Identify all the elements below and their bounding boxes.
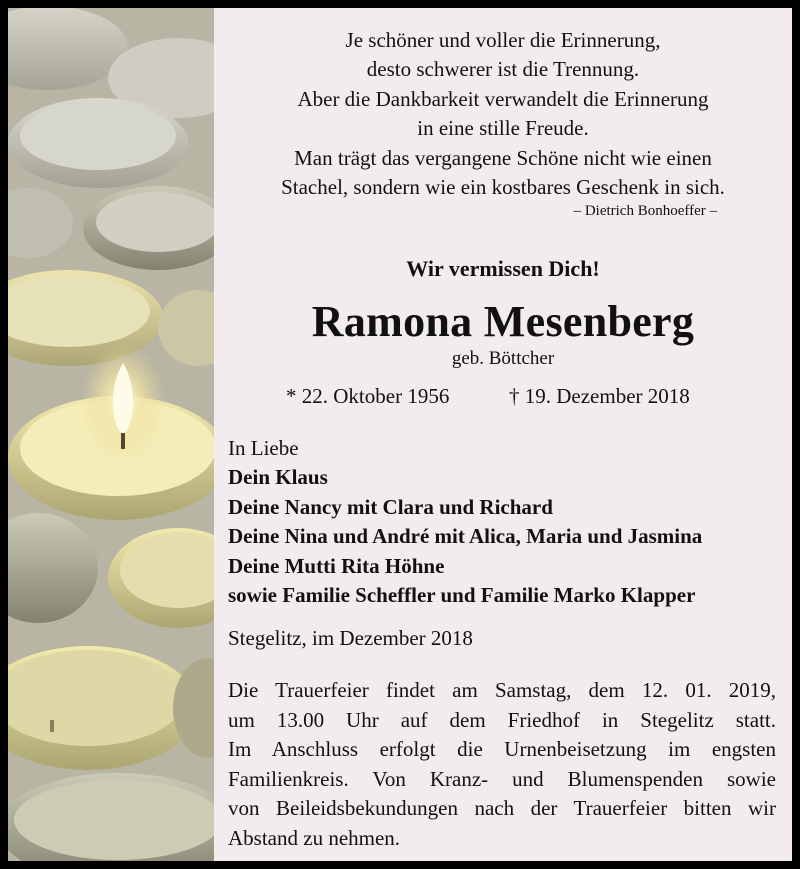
quote-author: – Dietrich Bonhoeffer – [573, 203, 717, 219]
quote-line: Stachel, sondern wie ein kostbares Geschenk in sich. [281, 175, 725, 200]
mourner-line: Deine Mutti Rita Höhne [228, 553, 445, 578]
funeral-notice [228, 676, 776, 853]
mourners-intro: In Liebe [228, 436, 299, 460]
birth-date: * 22. Oktober 1956 [286, 384, 450, 408]
bonhoeffer-quote [214, 26, 792, 202]
mourner-line: Deine Nina und André mit Alica, Maria und Jasmina [228, 524, 703, 549]
quote-line: desto schwerer ist die Trennung. [366, 57, 640, 82]
quote-line: in eine stille Freude. [417, 116, 589, 141]
tealight-candles-image [8, 8, 214, 861]
candle-photo [8, 8, 214, 861]
notice-line: Die Trauerfeier findet am Samstag, dem 12. 01. 2019, [228, 678, 776, 702]
notice-line: um 13.00 Uhr auf dem Friedhof in Stegelitz statt. [228, 707, 776, 732]
notice-line: von Beileidsbekundungen nach der Trauerfeier bitten wir [228, 796, 776, 820]
deceased-name: Ramona Mesenberg [311, 297, 695, 346]
death-date: † 19. Dezember 2018 [509, 384, 690, 408]
notice-line: Im Anschluss erfolgt die Urnenbeisetzung im engsten [228, 737, 776, 761]
notice-line: Familienkreis. Von Kranz- und Blumenspenden sowie [228, 766, 776, 791]
quote-line: Je schöner und voller die Erinnerung, [345, 28, 661, 52]
mourner-line: Dein Klaus [228, 465, 328, 490]
quote-line: Aber die Dankbarkeit verwandelt die Erinnerung [297, 86, 709, 111]
birth-name: geb. Böttcher [451, 348, 555, 369]
mourner-line: Deine Nancy mit Clara und Richard [228, 494, 553, 519]
mourners-list [228, 434, 702, 610]
heading-we-miss-you: Wir vermissen Dich! [406, 256, 600, 281]
text-panel [214, 8, 792, 861]
place-and-date: Stegelitz, im Dezember 2018 [228, 626, 473, 650]
notice-line: Abstand zu nehmen. [228, 825, 401, 850]
quote-line: Man trägt das vergangene Schöne nicht wie einen [294, 145, 712, 170]
mourner-line: sowie Familie Scheffler und Familie Marko Klapper [228, 583, 696, 608]
